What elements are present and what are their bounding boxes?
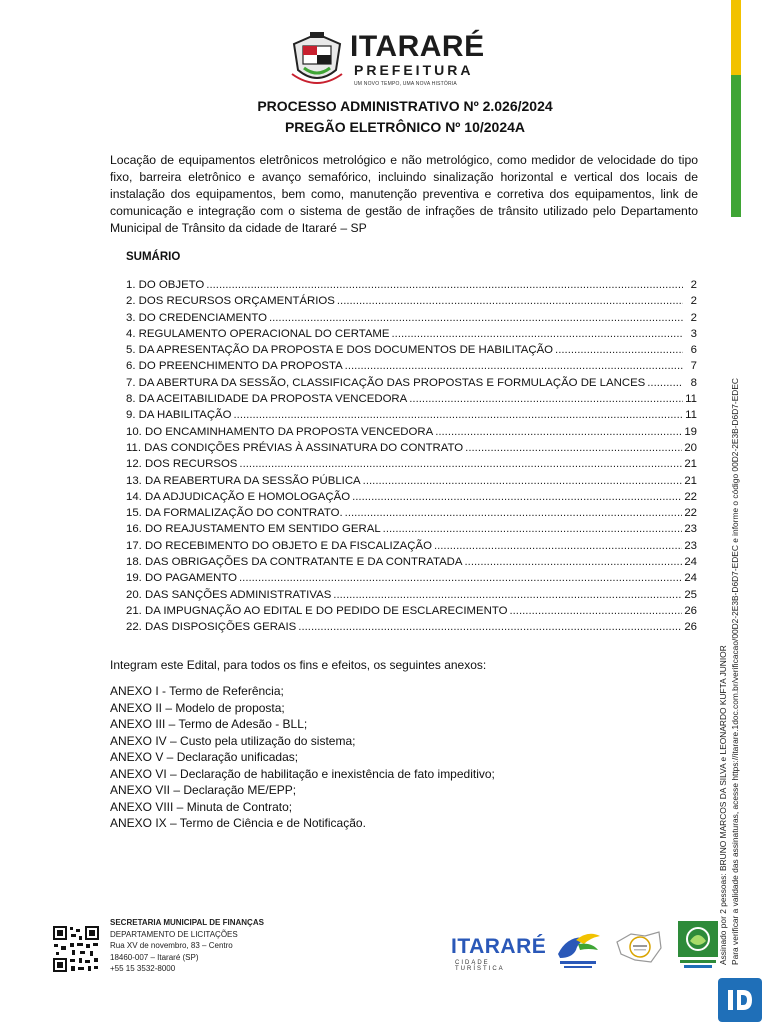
toc-item-page: 24: [684, 572, 697, 585]
toc-leader-dots: [465, 440, 682, 456]
toc-leader-dots: [337, 293, 683, 309]
itarare-turistica-logo: [451, 935, 547, 972]
intro-paragraph: Locação de equipamentos eletrônicos metrológico e não metrológico, como medidor de velocidade do tipo fixo, barreira eletrônico e avanço semafórico, incluindo sinalização horizontal e vertical dos locais de instalação dos equipamentos, bem como, manutenção preventiva e corretiva dos equipamentos, link de comunicação e integração com o sistema de gestão de infrações de trânsito utilizado pelo Departamento Municipal de Trânsito da cidade de Itararé – SP: [110, 153, 698, 235]
footer-department: DEPARTAMENTO DE LICITAÇÕES: [110, 929, 238, 939]
toc-item-label: 9. DA HABILITAÇÃO: [126, 409, 232, 422]
signature-notice: Assinado por 2 pessoas: BRUNO MARCOS DA SILVA e LEONARDO KUFTA JUNIOR: [718, 645, 728, 965]
prefeitura-logo: [288, 30, 488, 90]
annex-list: [110, 683, 495, 832]
toc-leader-dots: [345, 358, 683, 374]
annex-item: ANEXO VIII – Minuta de Contrato;: [110, 799, 293, 814]
toc-item-label: 21. DA IMPUGNAÇÃO AO EDITAL E DO PEDIDO DE ESCLARECIMENTO: [126, 604, 508, 617]
map-seal-icon: [611, 928, 665, 966]
toc-leader-dots: [392, 326, 683, 342]
footer-address: [110, 917, 264, 975]
toc-item[interactable]: [126, 554, 697, 570]
toc-leader-dots: [409, 391, 683, 407]
annex-intro: Integram este Edital, para todos os fins e efeitos, os seguintes anexos:: [110, 658, 487, 672]
toc-leader-dots: [333, 587, 682, 603]
toc-item-label: 12. DOS RECURSOS: [126, 458, 238, 471]
toc-leader-dots: [647, 375, 683, 391]
municipio-verde-azul-logo-icon: [678, 921, 718, 969]
toc-item-page: 2: [690, 279, 697, 291]
toc-item-page: 25: [684, 588, 697, 601]
footer-city: 18460-007 – Itararé (SP): [110, 952, 199, 962]
toc-item[interactable]: [126, 456, 697, 472]
toc-item[interactable]: [126, 277, 697, 293]
toc-item-label: 10. DO ENCAMINHAMENTO DA PROPOSTA VENCEDORA: [126, 425, 434, 438]
toc-leader-dots: [298, 619, 682, 635]
annex-item: ANEXO V – Declaração unificadas;: [110, 750, 299, 764]
brand-tagline: UM NOVO TEMPO, UMA NOVA HISTÓRIA: [354, 81, 457, 87]
toc-item-label: 3. DO CREDENCIAMENTO: [126, 311, 267, 324]
toc-item-label: 2. DOS RECURSOS ORÇAMENTÁRIOS: [126, 295, 335, 308]
toc-item[interactable]: [126, 407, 697, 423]
toc-item[interactable]: [126, 473, 697, 489]
signature-verification-link[interactable]: Para verificar a validade das assinaturas, acesse https://itarare.1doc.com.br/verificacao/00D2-2E3B-D6D7-EDEC e informe o código 00D2-2E3B-D6D7-EDEC: [730, 378, 740, 965]
summary-heading: SUMÁRIO: [126, 251, 181, 263]
toc-item-page: 11: [685, 409, 697, 422]
document-title: PROCESSO ADMINISTRATIVO Nº 2.026/2024: [257, 98, 553, 114]
toc-item-label: 15. DA FORMALIZAÇÃO DO CONTRATO.: [126, 507, 343, 520]
toc-item-label: 14. DA ADJUDICAÇÃO E HOMOLOGAÇÃO: [126, 490, 351, 503]
toc-item[interactable]: [126, 587, 697, 603]
toc-item-page: 21: [684, 458, 697, 471]
toc-item-page: 21: [684, 474, 697, 487]
toc-item[interactable]: [126, 619, 697, 635]
toc-item[interactable]: [126, 358, 697, 374]
coat-of-arms-icon: [288, 30, 346, 88]
toc-item-label: 11. DAS CONDIÇÕES PRÉVIAS À ASSINATURA DO CONTRATO: [126, 441, 464, 454]
1doc-glyph-icon: [718, 978, 762, 1022]
toc-item-page: 26: [684, 621, 697, 634]
toc-leader-dots: [509, 603, 682, 619]
brand-name: ITARARÉ: [350, 30, 485, 63]
toc-item-page: 6: [690, 344, 697, 357]
toc-leader-dots: [435, 424, 682, 440]
toc-item[interactable]: [126, 424, 697, 440]
toc-item[interactable]: [126, 310, 697, 326]
toc-item[interactable]: [126, 293, 697, 309]
toc-item-label: 19. DO PAGAMENTO: [126, 572, 237, 585]
toc-item[interactable]: [126, 538, 697, 554]
toc-item-label: 1. DO OBJETO: [126, 279, 205, 291]
qr-code-icon: [52, 925, 100, 973]
toc-item-label: 5. DA APRESENTAÇÃO DA PROPOSTA E DOS DOCUMENTOS DE HABILITAÇÃO: [126, 344, 554, 357]
toc-item[interactable]: [126, 391, 697, 407]
toc-item-label: 20. DAS SANÇÕES ADMINISTRATIVAS: [126, 588, 332, 601]
toc-item-page: 7: [690, 360, 697, 373]
footer-secretaria: SECRETARIA MUNICIPAL DE FINANÇAS: [110, 918, 264, 927]
toc-item-label: 17. DO RECEBIMENTO DO OBJETO E DA FISCALIZAÇÃO: [126, 539, 432, 552]
itarare-turistica-sub: CIDADE TURÍSTICA: [455, 960, 505, 972]
brand-sub: PREFEITURA: [354, 62, 474, 78]
toc-item-label: 13. DA REABERTURA DA SESSÃO PÚBLICA: [126, 474, 361, 487]
toc-item[interactable]: [126, 440, 697, 456]
toc-item-label: 18. DAS OBRIGAÇÕES DA CONTRATANTE E DA CONTRATADA: [126, 556, 463, 569]
toc-item-page: 24: [684, 556, 697, 569]
annex-item: ANEXO I - Termo de Referência;: [110, 684, 284, 698]
toc-item-page: 22: [684, 507, 697, 520]
document-subtitle: PREGÃO ELETRÔNICO Nº 10/2024A: [284, 119, 526, 135]
toc-leader-dots: [434, 538, 682, 554]
annex-item: ANEXO VII – Declaração ME/EPP;: [110, 783, 297, 797]
annex-item: ANEXO II – Modelo de proposta;: [110, 700, 285, 715]
toc-item-page: 11: [685, 393, 697, 406]
toc-leader-dots: [345, 505, 683, 521]
toc-leader-dots: [239, 570, 682, 586]
toc-leader-dots: [239, 456, 682, 472]
toc-item-page: 22: [684, 490, 697, 503]
toc-leader-dots: [555, 342, 683, 358]
toc-item-page: 19: [684, 425, 697, 438]
annex-item: ANEXO III – Termo de Adesão - BLL;: [110, 717, 308, 731]
table-of-contents: [126, 277, 697, 636]
toc-item[interactable]: [126, 342, 697, 358]
toc-item-page: 8: [690, 376, 697, 389]
toc-item-label: 16. DO REAJUSTAMENTO EM SENTIDO GERAL: [126, 523, 381, 536]
footer-phone: +55 15 3532-8000: [110, 964, 176, 974]
annex-item: ANEXO IV – Custo pela utilização do sistema;: [110, 733, 356, 748]
toc-item-label: 8. DA ACEITABILIDADE DA PROPOSTA VENCEDORA: [126, 393, 408, 406]
toc-item[interactable]: [126, 603, 697, 619]
itarare-turistica-text: ITARARÉ: [451, 935, 547, 958]
toc-item-page: 20: [684, 441, 697, 454]
bird-logo-icon: [548, 928, 606, 970]
toc-item-page: 3: [690, 327, 697, 340]
toc-item[interactable]: [126, 326, 697, 342]
toc-leader-dots: [269, 310, 683, 326]
toc-item[interactable]: [126, 375, 697, 391]
accent-bar-yellow: [731, 0, 741, 75]
1doc-badge-icon[interactable]: [718, 978, 762, 1022]
accent-bar-green: [731, 75, 741, 217]
toc-item-page: 2: [690, 295, 697, 308]
annex-item: ANEXO VI – Declaração de habilitação e inexistência de fato impeditivo;: [110, 766, 495, 781]
toc-leader-dots: [383, 521, 683, 537]
toc-leader-dots: [206, 277, 683, 293]
toc-item-page: 23: [684, 539, 697, 552]
toc-leader-dots: [234, 407, 683, 423]
toc-item[interactable]: [126, 570, 697, 586]
toc-item-label: 7. DA ABERTURA DA SESSÃO, CLASSIFICAÇÃO DAS PROPOSTAS E FORMULAÇÃO DE LANCES: [126, 376, 646, 389]
toc-leader-dots: [363, 473, 683, 489]
footer-street: Rua XV de novembro, 83 – Centro: [110, 941, 233, 951]
toc-leader-dots: [352, 489, 682, 505]
toc-leader-dots: [465, 554, 683, 570]
toc-item-page: 26: [684, 604, 697, 617]
toc-item-label: 4. REGULAMENTO OPERACIONAL DO CERTAME: [126, 327, 390, 340]
toc-item[interactable]: [126, 521, 697, 537]
toc-item-page: 23: [684, 523, 697, 536]
annex-item: ANEXO IX – Termo de Ciência e de Notificação.: [110, 816, 366, 830]
toc-item-page: 2: [690, 311, 697, 324]
toc-item[interactable]: [126, 505, 697, 521]
toc-item[interactable]: [126, 489, 697, 505]
toc-item-label: 22. DAS DISPOSIÇÕES GERAIS: [126, 621, 297, 634]
toc-item-label: 6. DO PREENCHIMENTO DA PROPOSTA: [126, 360, 343, 373]
